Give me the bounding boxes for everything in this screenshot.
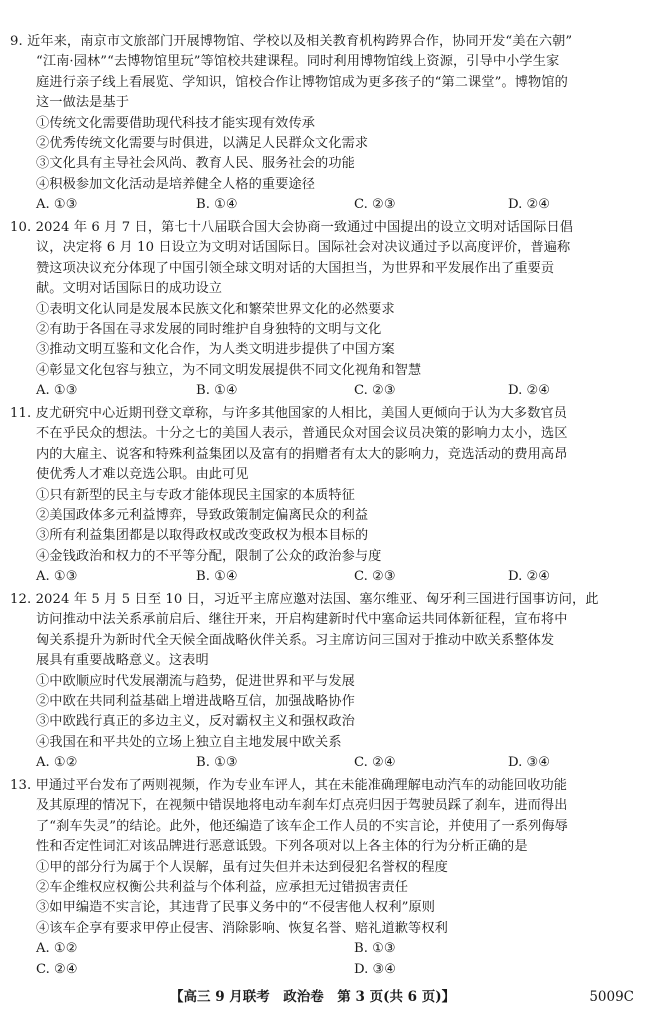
footer-exam-code: 5009C bbox=[589, 989, 634, 1005]
answer-options bbox=[10, 753, 638, 773]
question-11 bbox=[10, 404, 638, 588]
statement: ③文化具有主导社会风尚、教育人民、服务社会的功能 bbox=[36, 156, 355, 172]
statement: ③如甲编造不实言论，其违背了民事义务中的“不侵害他人权利”原则 bbox=[36, 900, 436, 916]
question-stem-line: 匈关系提升为新时代全天候全面战略伙伴关系。习主席访问三国对于推动中欧关系整体发 bbox=[36, 632, 555, 648]
statement: ②中欧在共同利益基础上增进战略互信，加强战略协作 bbox=[36, 693, 355, 709]
question-stem-line: 内的大雇主、说客和特殊利益集团以及富有的捐赠者有太大的影响力，竞选活动的费用高昂 bbox=[36, 446, 568, 462]
footer-page-info: 【高三 9 月联考 政治卷 第 3 页(共 6 页)】 bbox=[170, 989, 456, 1005]
question-stem-line: 使优秀人才难以竞选公职。由此可见 bbox=[36, 467, 249, 483]
question-stem-line: 12. 2024 年 5 月 5 日至 10 日，习近平主席应邀对法国、塞尔维亚、匈牙利三国进行国事访问，此 bbox=[10, 592, 599, 607]
option-b: B. ①③ bbox=[196, 755, 238, 771]
option-c: C. ②③ bbox=[354, 569, 396, 585]
question-stem-line: 了“刹车失灵”的结论。此外，他还编造了该车企工作人员的不实言论，并使用了一系列侮辱 bbox=[36, 818, 568, 834]
answer-options-row-1 bbox=[10, 939, 638, 959]
question-stem-line: 及其原理的情况下，在视频中错误地将电动车刹车灯点亮归因于驾驶员踩了刹车，进而得出 bbox=[36, 798, 568, 814]
statement: ④我国在和平共处的立场上独立自主地发展中欧关系 bbox=[36, 734, 342, 750]
option-b: B. ①④ bbox=[196, 197, 238, 213]
question-stem-line: 赞这项决议充分体现了中国引领全球文明对话的大国担当，为世界和平发展作出了重要贡 bbox=[36, 260, 555, 276]
option-d: D. ③④ bbox=[508, 755, 551, 771]
question-12 bbox=[10, 590, 638, 774]
option-d: D. ②④ bbox=[508, 383, 551, 399]
statement: ③推动文明互鉴和文化合作，为人类文明进步提供了中国方案 bbox=[36, 342, 395, 358]
question-stem-line: 庭进行亲子线上看展览、学知识，馆校合作让博物馆成为更多孩子的“第二课堂”。博物馆的 bbox=[36, 74, 568, 90]
question-stem-line: 访问推动中法关系承前启后、继往开来，开启构建新时代中塞命运共同体新征程，宣布将中 bbox=[36, 612, 568, 628]
question-stem-line: “江南·园林”“去博物馆里玩”等馆校共建课程。同时利用博物馆线上资源，引导中小学生家 bbox=[36, 54, 560, 70]
option-d: D. ②④ bbox=[508, 569, 551, 585]
option-a: A. ①③ bbox=[36, 197, 78, 213]
option-c: C. ②③ bbox=[354, 383, 396, 399]
option-b: B. ①④ bbox=[196, 569, 238, 585]
option-c: C. ②③ bbox=[354, 197, 396, 213]
option-a: A. ①③ bbox=[36, 569, 78, 585]
statement: ③所有利益集团都是以取得政权或改变政权为根本目标的 bbox=[36, 528, 369, 544]
statement: ④彰显文化包容与独立，为不同文明发展提供不同文化视角和智慧 bbox=[36, 362, 422, 378]
question-9 bbox=[10, 32, 638, 216]
question-stem-line: 献。文明对话国际日的成功设立 bbox=[36, 281, 223, 297]
question-13 bbox=[10, 776, 638, 980]
question-stem-line: 性和否定性词汇对该品牌进行恶意诋毁。下列各项对以上各主体的行为分析正确的是 bbox=[36, 839, 528, 855]
question-stem-line: 议，决定将 6 月 10 日设立为文明对话国际日。国际社会对决议通过予以高度评价，普遍称 bbox=[36, 240, 571, 256]
option-d: D. ②④ bbox=[508, 197, 551, 213]
question-stem-line: 这一做法是基于 bbox=[36, 95, 130, 111]
statement: ②车企维权应权衡公共利益与个体利益，应承担无过错损害责任 bbox=[36, 879, 409, 895]
option-a: A. ①② bbox=[36, 941, 78, 957]
option-a: A. ①② bbox=[36, 755, 78, 771]
option-b: B. ①③ bbox=[354, 941, 396, 957]
question-stem-line: 10. 2024 年 6 月 7 日，第七十八届联合国大会协商一致通过中国提出的设立文明对话国际日倡 bbox=[10, 220, 574, 235]
option-d: D. ③④ bbox=[354, 961, 397, 977]
answer-options-row-2 bbox=[10, 960, 638, 980]
statement: ①表明文化认同是发展本民族文化和繁荣世界文化的必然要求 bbox=[36, 301, 395, 317]
statement: ①甲的部分行为属于个人误解，虽有过失但并未达到侵犯名誉权的程度 bbox=[36, 859, 448, 875]
statement: ④该车企享有要求甲停止侵害、消除影响、恢复名誉、赔礼道歉等权利 bbox=[36, 920, 448, 936]
question-10 bbox=[10, 218, 638, 402]
question-stem-line: 展具有重要战略意义。这表明 bbox=[36, 653, 209, 669]
statement: ①只有新型的民主与专政才能体现民主国家的本质特征 bbox=[36, 487, 355, 503]
option-c: C. ②④ bbox=[354, 755, 396, 771]
option-c: C. ②④ bbox=[36, 961, 78, 977]
option-b: B. ①④ bbox=[196, 383, 238, 399]
statement: ④金钱政治和权力的不平等分配，限制了公众的政治参与度 bbox=[36, 548, 382, 564]
statement: ②有助于各国在寻求发展的同时维护自身独特的文明与文化 bbox=[36, 321, 382, 337]
answer-options bbox=[10, 195, 638, 215]
statement: ④积极参加文化活动是培养健全人格的重要途径 bbox=[36, 176, 316, 192]
answer-options bbox=[10, 381, 638, 401]
statement: ③中欧践行真正的多边主义，反对霸权主义和强权政治 bbox=[36, 714, 355, 730]
statement: ①传统文化需要借助现代科技才能实现有效传承 bbox=[36, 115, 316, 131]
statement: ②美国政体多元利益博弈，导致政策制定偏离民众的利益 bbox=[36, 507, 369, 523]
answer-options bbox=[10, 567, 638, 587]
statement: ②优秀传统文化需要与时俱进，以满足人民群众文化需求 bbox=[36, 135, 369, 151]
option-a: A. ①③ bbox=[36, 383, 78, 399]
page-footer bbox=[0, 985, 648, 1009]
question-stem-line: 11. 皮尤研究中心近期刊登文章称，与许多其他国家的人相比，美国人更倾向于认为大多数官员 bbox=[10, 406, 568, 421]
statement: ①中欧顺应时代发展潮流与趋势，促进世界和平与发展 bbox=[36, 673, 355, 689]
question-stem-line: 9. 近年来，南京市文旅部门开展博物馆、学校以及相关教育机构跨界合作，协同开发“美在六朝” bbox=[10, 34, 573, 49]
question-stem-line: 不在乎民众的想法。十分之七的美国人表示，普通民众对国会议员决策的影响力太小，选区 bbox=[36, 426, 568, 442]
question-stem-line: 13. 甲通过平台发布了两则视频，作为专业车评人，其在未能准确理解电动汽车的动能回收功能 bbox=[10, 778, 568, 793]
